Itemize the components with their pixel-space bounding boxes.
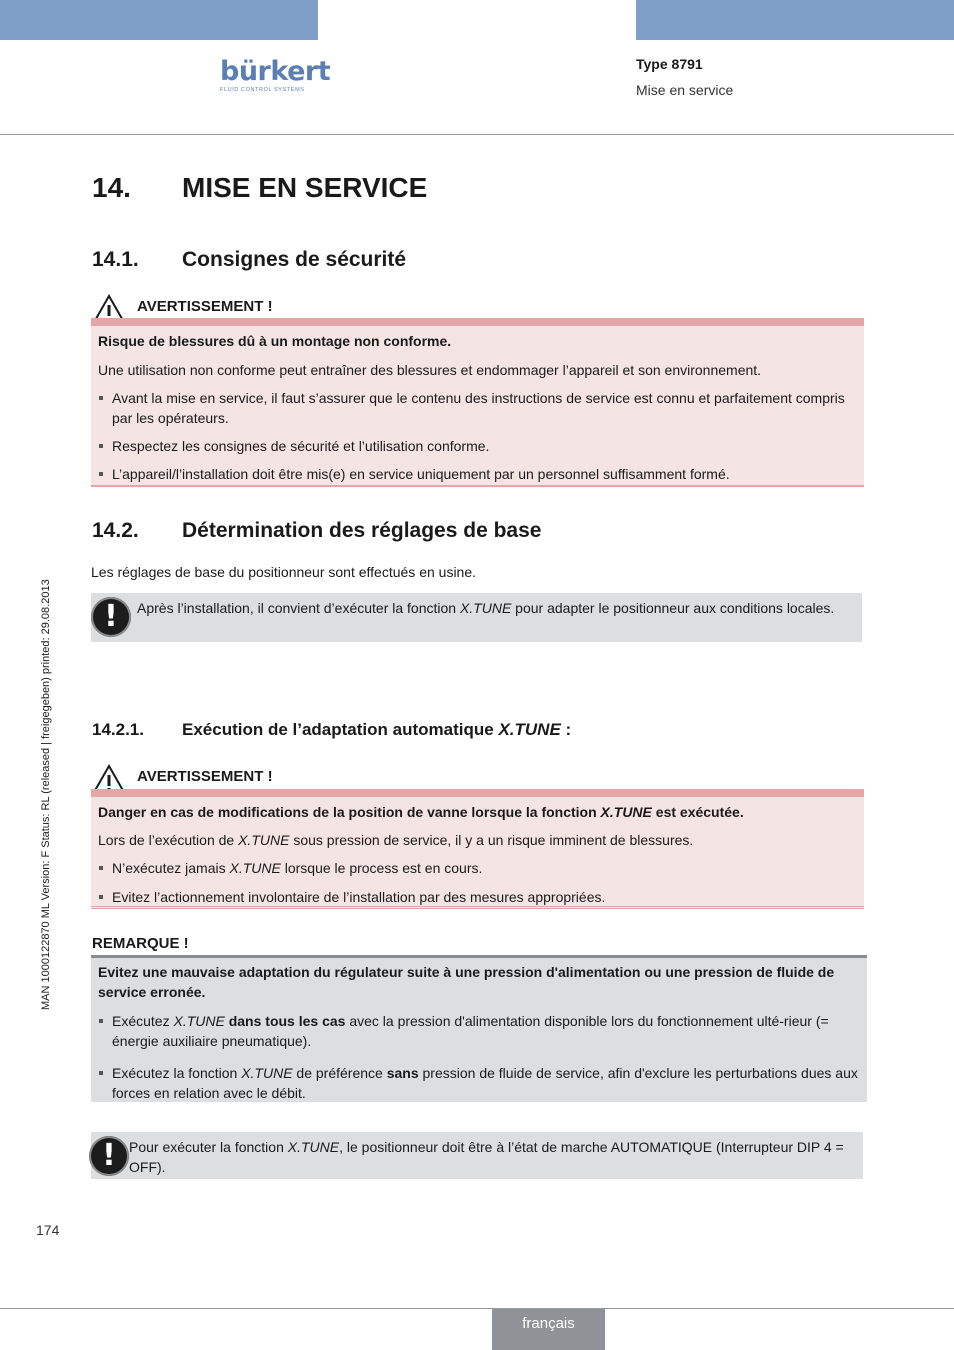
note-text-part: Après l’installation, il convient d’exécuter la fonction (137, 600, 460, 616)
burkert-logo (220, 56, 331, 93)
warning-box-safety (91, 318, 864, 487)
warning-intro: Une utilisation non conforme peut entraîner des blessures et endommager l’appareil et son environnement. (98, 362, 762, 378)
danger-function-name: X.TUNE (600, 804, 652, 820)
warning-list (98, 858, 857, 907)
list-item: Avant la mise en service, il faut s’assurer que le contenu des instructions de service est connu et parfaitement compris par les opérateurs. (98, 388, 857, 428)
list-item (98, 858, 857, 878)
warning-danger (98, 802, 857, 822)
warning-label: AVERTISSEMENT ! (137, 768, 273, 785)
logo-wordmark: bürkert (220, 56, 331, 87)
note-text-part: pour adapter le positionneur aux conditions locales. (511, 600, 835, 616)
remark-box (91, 955, 867, 1102)
item-text: Exécutez la fonction (112, 1065, 242, 1081)
list-item (98, 1011, 860, 1051)
intro-function-name: X.TUNE (238, 832, 290, 848)
note-text-part: Pour exécuter la fonction (129, 1139, 288, 1155)
item-text: avec la pression d'alimentation disponible lors du fonctionnement ulté-rieur (= énergie auxiliaire pneumatique). (112, 1013, 829, 1049)
intro-text: Lors de l’exécution de (98, 832, 239, 848)
exclamation-icon: ! (91, 597, 131, 637)
chapter-number: 14. (92, 172, 131, 203)
page-number: 174 (36, 1222, 60, 1238)
warning-risk: Risque de blessures dû à un montage non conforme. (98, 333, 452, 349)
footer-divider (0, 1308, 954, 1309)
note-text (137, 598, 857, 618)
warning-intro (98, 830, 857, 850)
item-text: Exécutez (112, 1013, 174, 1029)
header-section: Mise en service (636, 82, 734, 98)
item-emphasis: dans tous les cas (228, 1013, 346, 1029)
warning-box-xtune (91, 789, 864, 909)
item-text: lorsque le process est en cours. (280, 860, 483, 876)
section-heading-14-1 (92, 248, 406, 272)
remark-lead: Evitez une mauvaise adaptation du régulateur suite à une pression d'alimentation ou une pression de fluide de service erronée. (98, 964, 835, 1000)
item-text: de préférence (292, 1065, 387, 1081)
logo-tagline: FLUID CONTROL SYSTEMS (220, 87, 305, 93)
exclamation-icon: ! (89, 1136, 129, 1176)
document-meta-vertical: MAN 1000122870 ML Version: F Status: RL (released | freigegeben) printed: 29.08.2013 (40, 579, 52, 1010)
section-title: Consignes de sécurité (182, 248, 407, 271)
warning-label: AVERTISSEMENT ! (137, 298, 273, 315)
remark-label: REMARQUE ! (92, 935, 189, 952)
subsection-number: 14.2.1. (92, 720, 144, 739)
subsection-heading-14-2-1 (92, 720, 571, 740)
list-item: L’appareil/l’installation doit être mis(e) en service uniquement par un personnel suffisamment formé. (98, 464, 857, 484)
header-band-right (636, 0, 954, 40)
item-text: N’exécutez jamais (112, 860, 230, 876)
language-tab[interactable]: français (492, 1309, 605, 1350)
note-function-name: X.TUNE (287, 1139, 340, 1155)
header-divider (0, 134, 954, 135)
list-item: Respectez les consignes de sécurité et l’utilisation conforme. (98, 436, 857, 456)
item-function-name: X.TUNE (241, 1065, 293, 1081)
warning-list (98, 388, 857, 484)
note-box-xtune (91, 593, 862, 642)
item-function-name: X.TUNE (173, 1013, 225, 1029)
section-title: Détermination des réglages de base (182, 519, 542, 542)
chapter-heading: MISE EN SERVICE (182, 172, 428, 203)
header-band-left (0, 0, 318, 40)
section-number: 14.2. (92, 519, 139, 542)
note-function-name: X.TUNE (459, 600, 512, 616)
subsection-title: Exécution de l’adaptation automatique (182, 720, 499, 739)
chapter-title (92, 172, 427, 204)
item-text: pression de fluide de service, afin d'exclure les perturbations dues aux forces en relation avec le débit. (112, 1065, 858, 1101)
danger-text: est exécutée. (651, 804, 744, 820)
list-item (98, 1063, 860, 1103)
section-number: 14.1. (92, 248, 139, 271)
subsection-function-name: X.TUNE (498, 720, 561, 739)
item-emphasis: sans (386, 1065, 419, 1081)
intro-text: sous pression de service, il y a un risque imminent de blessures. (289, 832, 694, 848)
remark-list (98, 1011, 860, 1103)
note-text-part: , le positionneur doit être à l’état de marche AUTOMATIQUE (Interrupteur DIP 4 = OFF). (129, 1139, 844, 1175)
subsection-title-suffix: : (560, 720, 572, 739)
item-function-name: X.TUNE (229, 860, 281, 876)
section-intro: Les réglages de base du positionneur sont effectués en usine. (91, 564, 477, 580)
list-item: Evitez l’actionnement involontaire de l’installation par des mesures appropriées. (98, 887, 857, 907)
section-heading-14-2 (92, 519, 541, 543)
danger-text: Danger en cas de modifications de la position de vanne lorsque la fonction (98, 804, 601, 820)
device-type: Type 8791 (636, 56, 703, 72)
note-box-automatic-mode (91, 1132, 863, 1179)
note-text (129, 1137, 854, 1177)
